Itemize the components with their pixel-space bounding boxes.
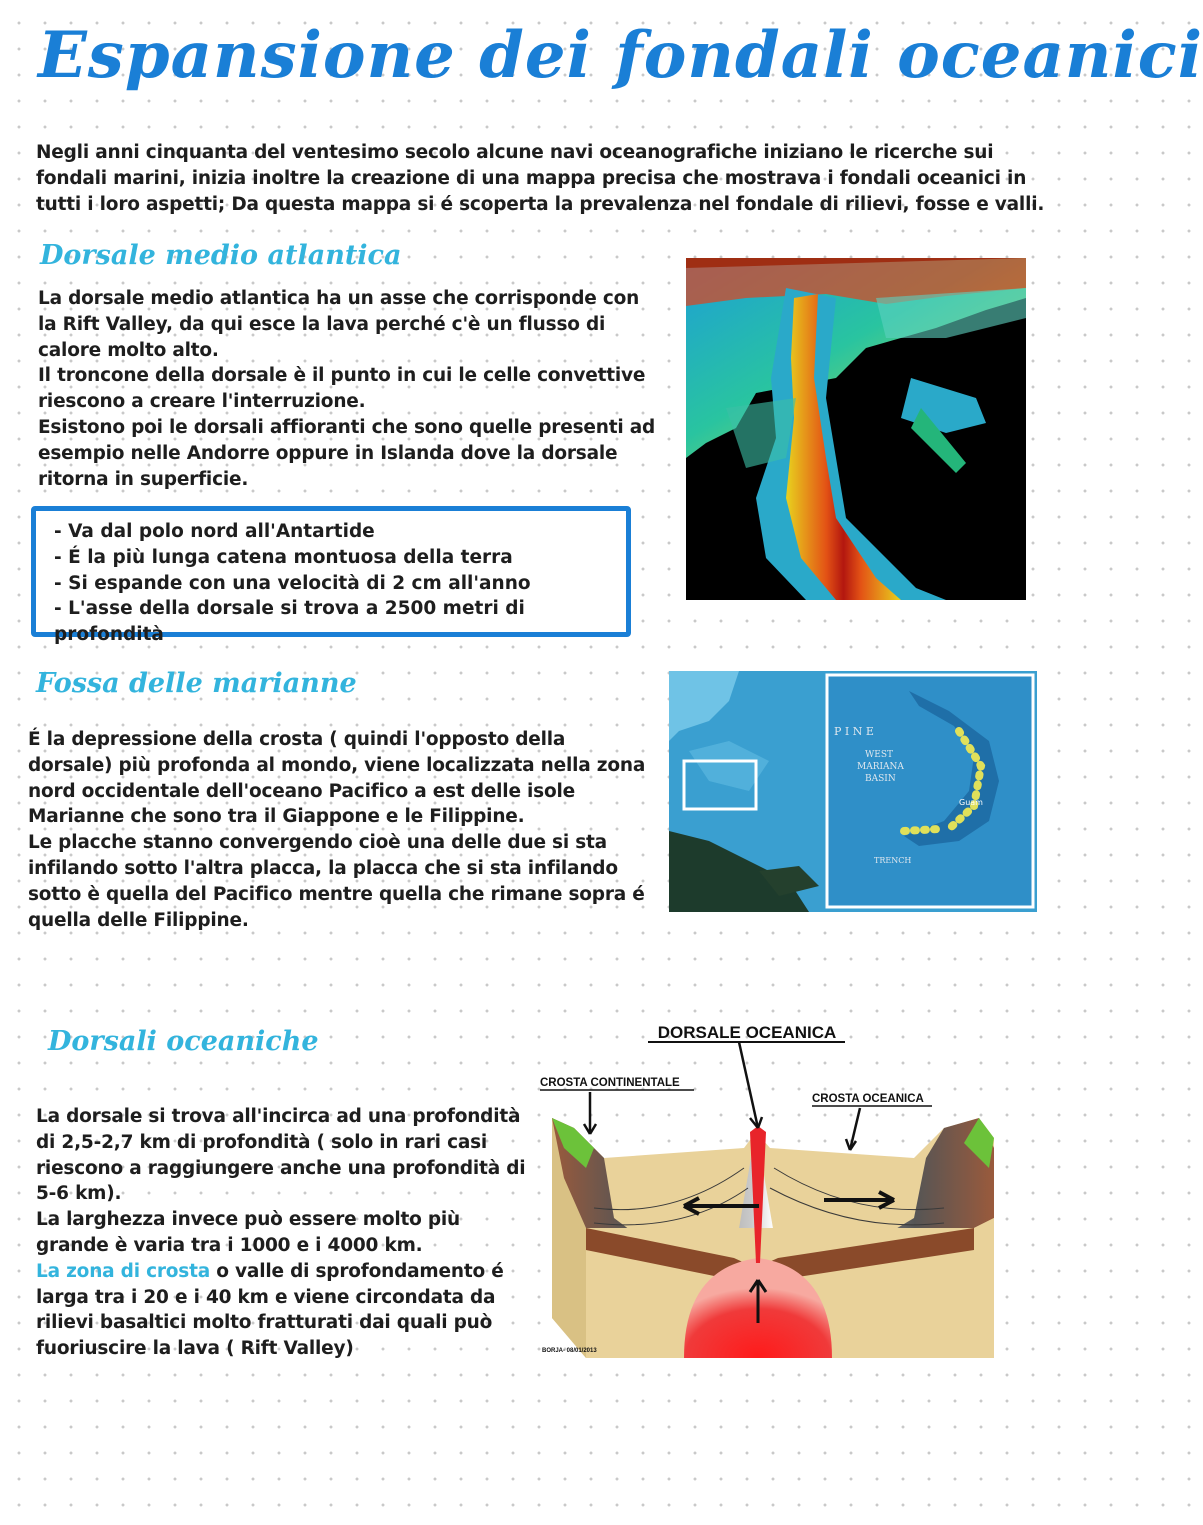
fact-item: - Va dal polo nord all'Antartide (54, 521, 375, 542)
page-title: Espansione dei fondali oceanici (38, 18, 1203, 93)
mariana-trench-map (669, 671, 1037, 912)
section-heading-dorsale-medio-atlantica: Dorsale medio atlantica (40, 240, 402, 271)
intro-paragraph: Negli anni cinquanta del ventesimo secolo alcune navi oceanografiche iniziano le ricerche sui fondali marini, inizia inoltre la creazione di una mappa precisa che mostrava i fondali oceanici in tutti i loro aspetti; Da questa mappa si é scoperta la prevalenza nel fondale di rilievi, fosse e valli. (36, 142, 1045, 215)
section2-text (28, 727, 650, 933)
section2-paragraph-2: Le placche stanno convergendo cioè una delle due si sta infilando sotto l'altra placca, la placca che si sta infilando sotto è quella del Pacifico mentre quella che rimane sopra é quella delle Filippine. (28, 832, 645, 931)
map-label: P I N E (834, 725, 874, 738)
section1-paragraph-3: Esistono poi le dorsali affioranti che sono quelle presenti ad esempio nelle Andorre oppure in Islanda dove la dorsale ritorna in superficie. (38, 416, 656, 490)
section-heading-dorsali-oceaniche: Dorsali oceaniche (48, 1026, 319, 1057)
fact-item: - L'asse della dorsale si trova a 2500 metri di profondità (54, 598, 525, 646)
ridge-cross-section-diagram (534, 1018, 1024, 1364)
fact-item: - É la più lunga catena montuosa della terra (54, 546, 513, 568)
section3-paragraph-3-rest: o valle di sprofondamento é larga tra i 20 e i 40 km e viene circondata da rilievi basaltici molto fratturati dai quali può fuoriuscire la lava ( Rift Valley) (36, 1260, 504, 1360)
section2-paragraph-1: É la depressione della crosta ( quindi l'opposto della dorsale) più profonda al mondo, viene localizzata nella zona nord occidentale dell'oceano Pacifico a est delle isole Marianne che sono tra il Giappone e le Filippine. (28, 729, 646, 828)
highlight-text: La zona di crosta (36, 1260, 211, 1282)
map-label: MARIANA (857, 762, 904, 772)
diagram-credit: BORJA- 08/01/2013 (542, 1348, 597, 1354)
facts-box (31, 506, 631, 646)
mid-atlantic-ridge-image (686, 258, 1026, 600)
map-label: Guam (959, 798, 983, 807)
section1-text (38, 286, 658, 492)
section-heading-fossa-delle-marianne: Fossa delle marianne (36, 668, 357, 699)
label-oceanic-crust: CROSTA OCEANICA (812, 1093, 924, 1105)
map-label: BASIN (865, 774, 896, 784)
map-label: TRENCH (874, 856, 912, 865)
section3-text (36, 1104, 526, 1362)
section3-paragraph-3 (36, 1259, 526, 1362)
section3-paragraph-1: La dorsale si trova all'incirca ad una profondità di 2,5-2,7 km di profondità ( solo in rari casi riescono a raggiungere anche una profondità di 5-6 km). (36, 1106, 526, 1205)
section3-paragraph-2: La larghezza invece può essere molto più grande è varia tra i 1000 e i 4000 km. (36, 1209, 461, 1256)
section1-paragraph-2: Il troncone della dorsale è il punto in cui le celle convettive riescono a creare l'interruzione. (38, 365, 646, 413)
fact-item: - Si espande con una velocità di 2 cm all'anno (54, 572, 531, 594)
section1-paragraph-1: La dorsale medio atlantica ha un asse che corrisponde con la Rift Valley, da qui esce la lava perché c'è un flusso di calore molto alto. (38, 288, 640, 361)
diagram-title: DORSALE OCEANICA (657, 1023, 837, 1042)
map-label: WEST (865, 750, 893, 760)
label-continental-crust: CROSTA CONTINENTALE (540, 1077, 680, 1089)
